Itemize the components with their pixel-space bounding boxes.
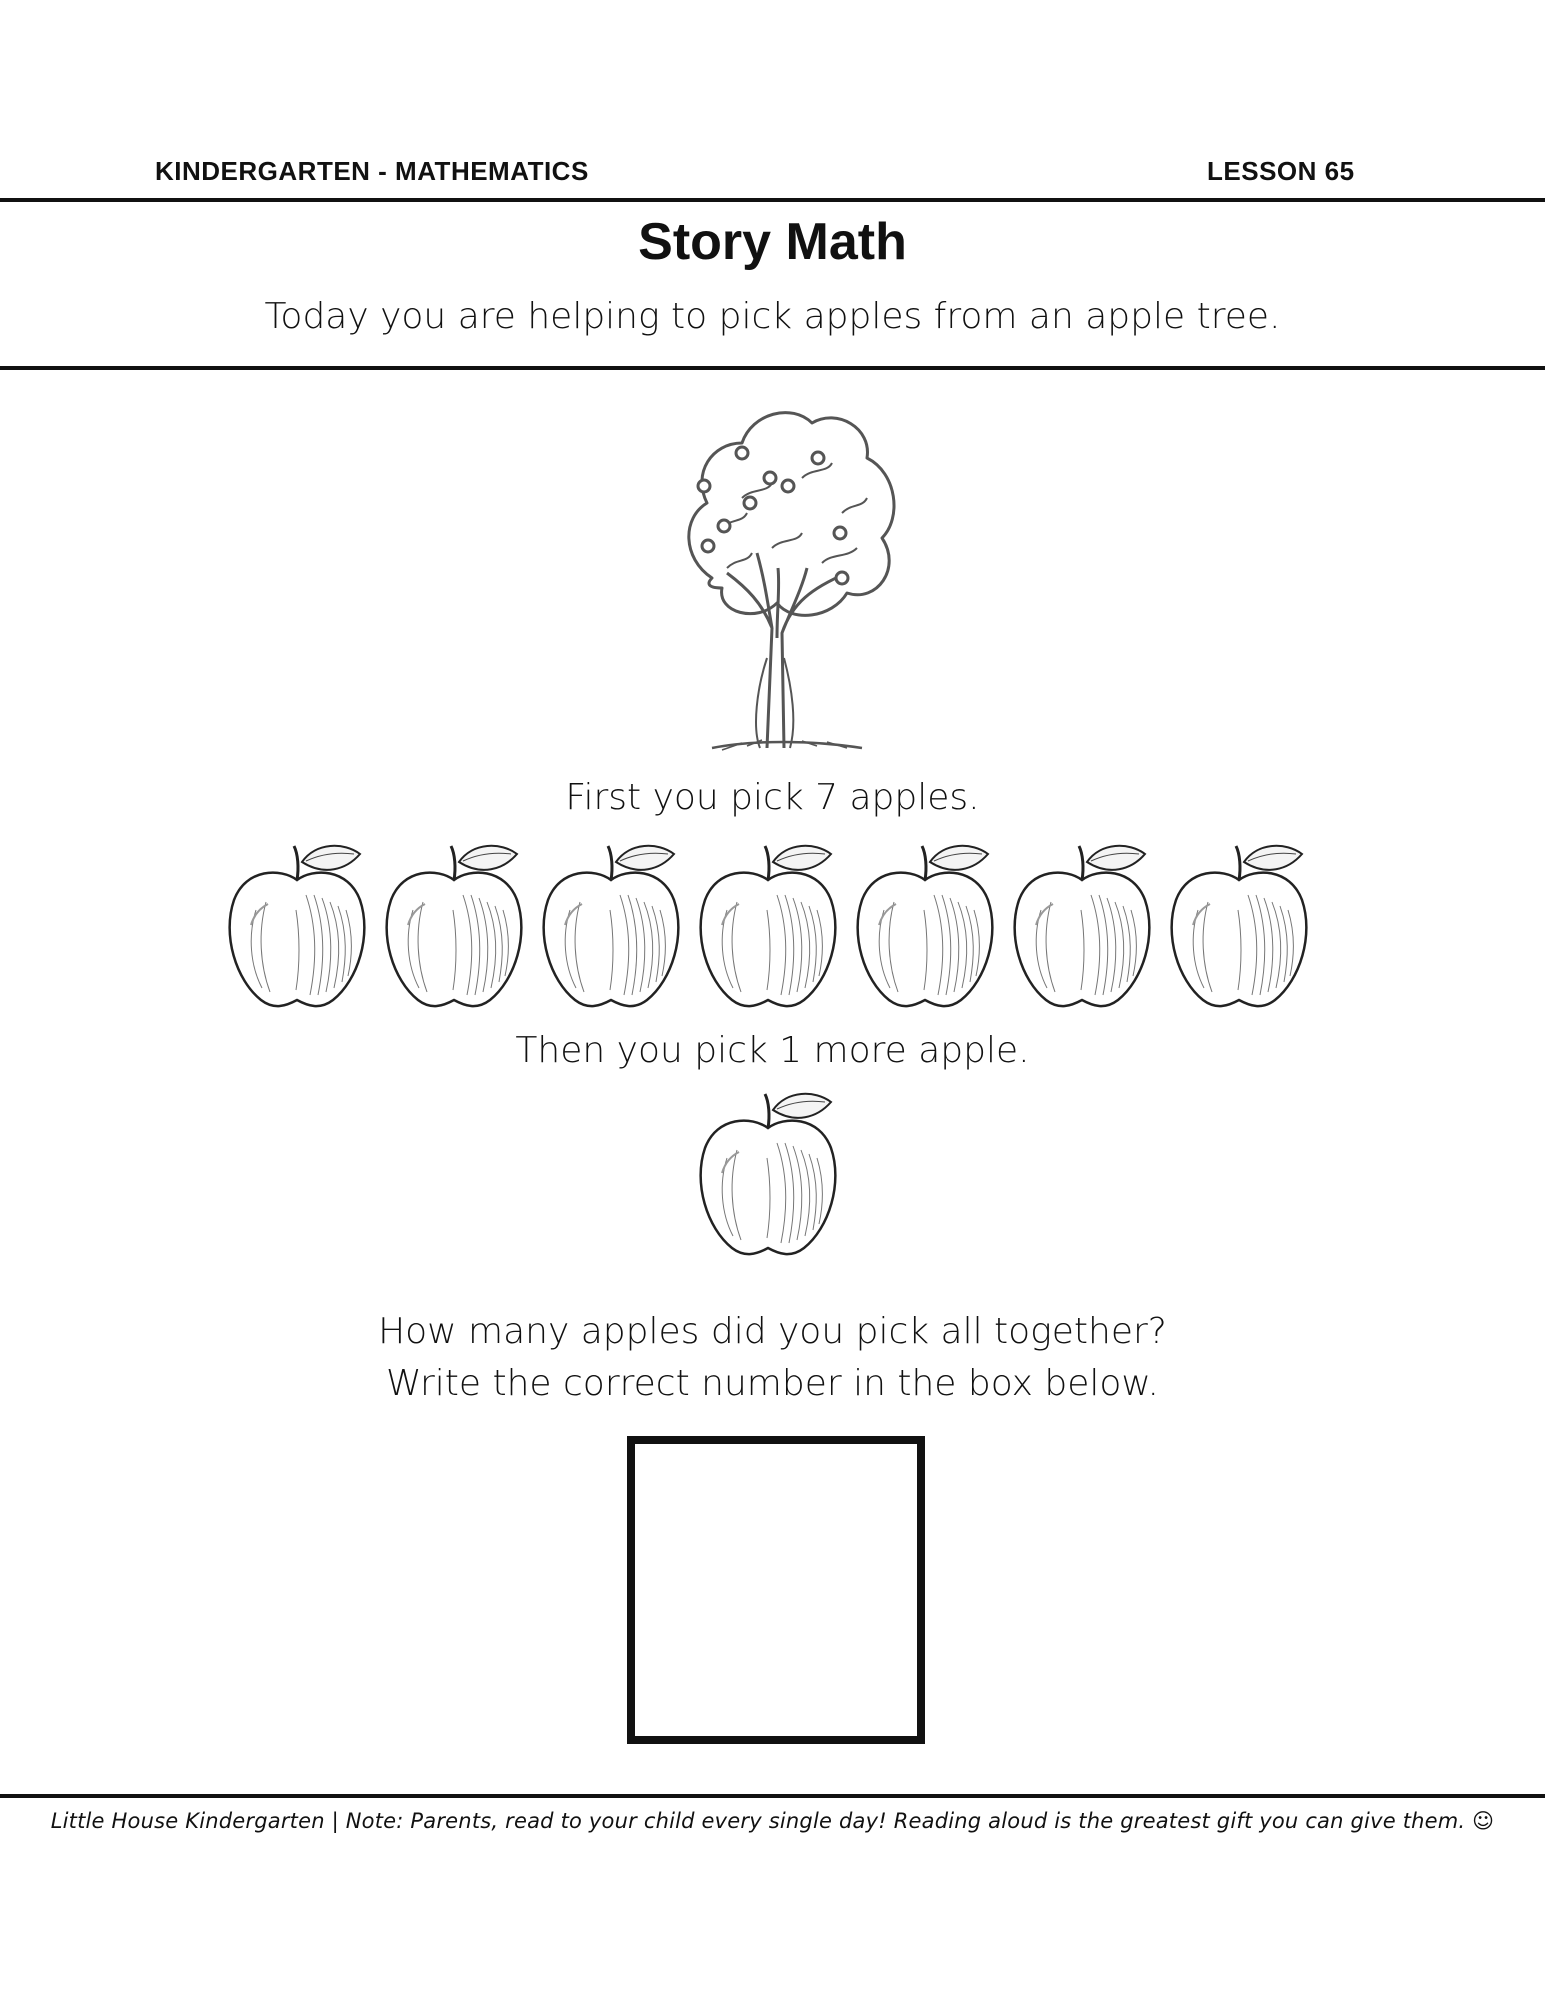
- page-title: Story Math: [638, 213, 907, 271]
- apple-icon: [383, 840, 525, 1012]
- apple-icon: [1168, 840, 1310, 1012]
- footer-divider: [0, 1794, 1545, 1798]
- header-lesson: LESSON 65: [1207, 156, 1355, 186]
- story-then-line: Then you pick 1 more apple.: [515, 1030, 1030, 1071]
- top-divider: [0, 198, 1545, 202]
- apple-icon: [540, 840, 682, 1012]
- story-first-line: First you pick 7 apples.: [565, 777, 980, 818]
- apple-icon: [1011, 840, 1153, 1012]
- apple-icon: [854, 840, 996, 1012]
- apple-tree-icon: [652, 388, 912, 762]
- answer-box[interactable]: [627, 1436, 925, 1744]
- question-line-2: Write the correct number in the box below.: [386, 1363, 1159, 1404]
- apple-icon: [226, 840, 368, 1012]
- footer-note: Little House Kindergarten | Note: Parents, read to your child every single day! Reading aloud is the greatest gift you can give them. ☺: [50, 1809, 1495, 1833]
- apples-row-first: [226, 840, 1326, 1012]
- apple-icon: [697, 1088, 839, 1260]
- question-line-1: How many apples did you pick all together?: [378, 1311, 1167, 1352]
- intro-divider: [0, 366, 1545, 370]
- intro-text: Today you are helping to pick apples from an apple tree.: [264, 296, 1281, 337]
- header-subject: KINDERGARTEN - MATHEMATICS: [155, 156, 589, 186]
- apple-icon: [697, 840, 839, 1012]
